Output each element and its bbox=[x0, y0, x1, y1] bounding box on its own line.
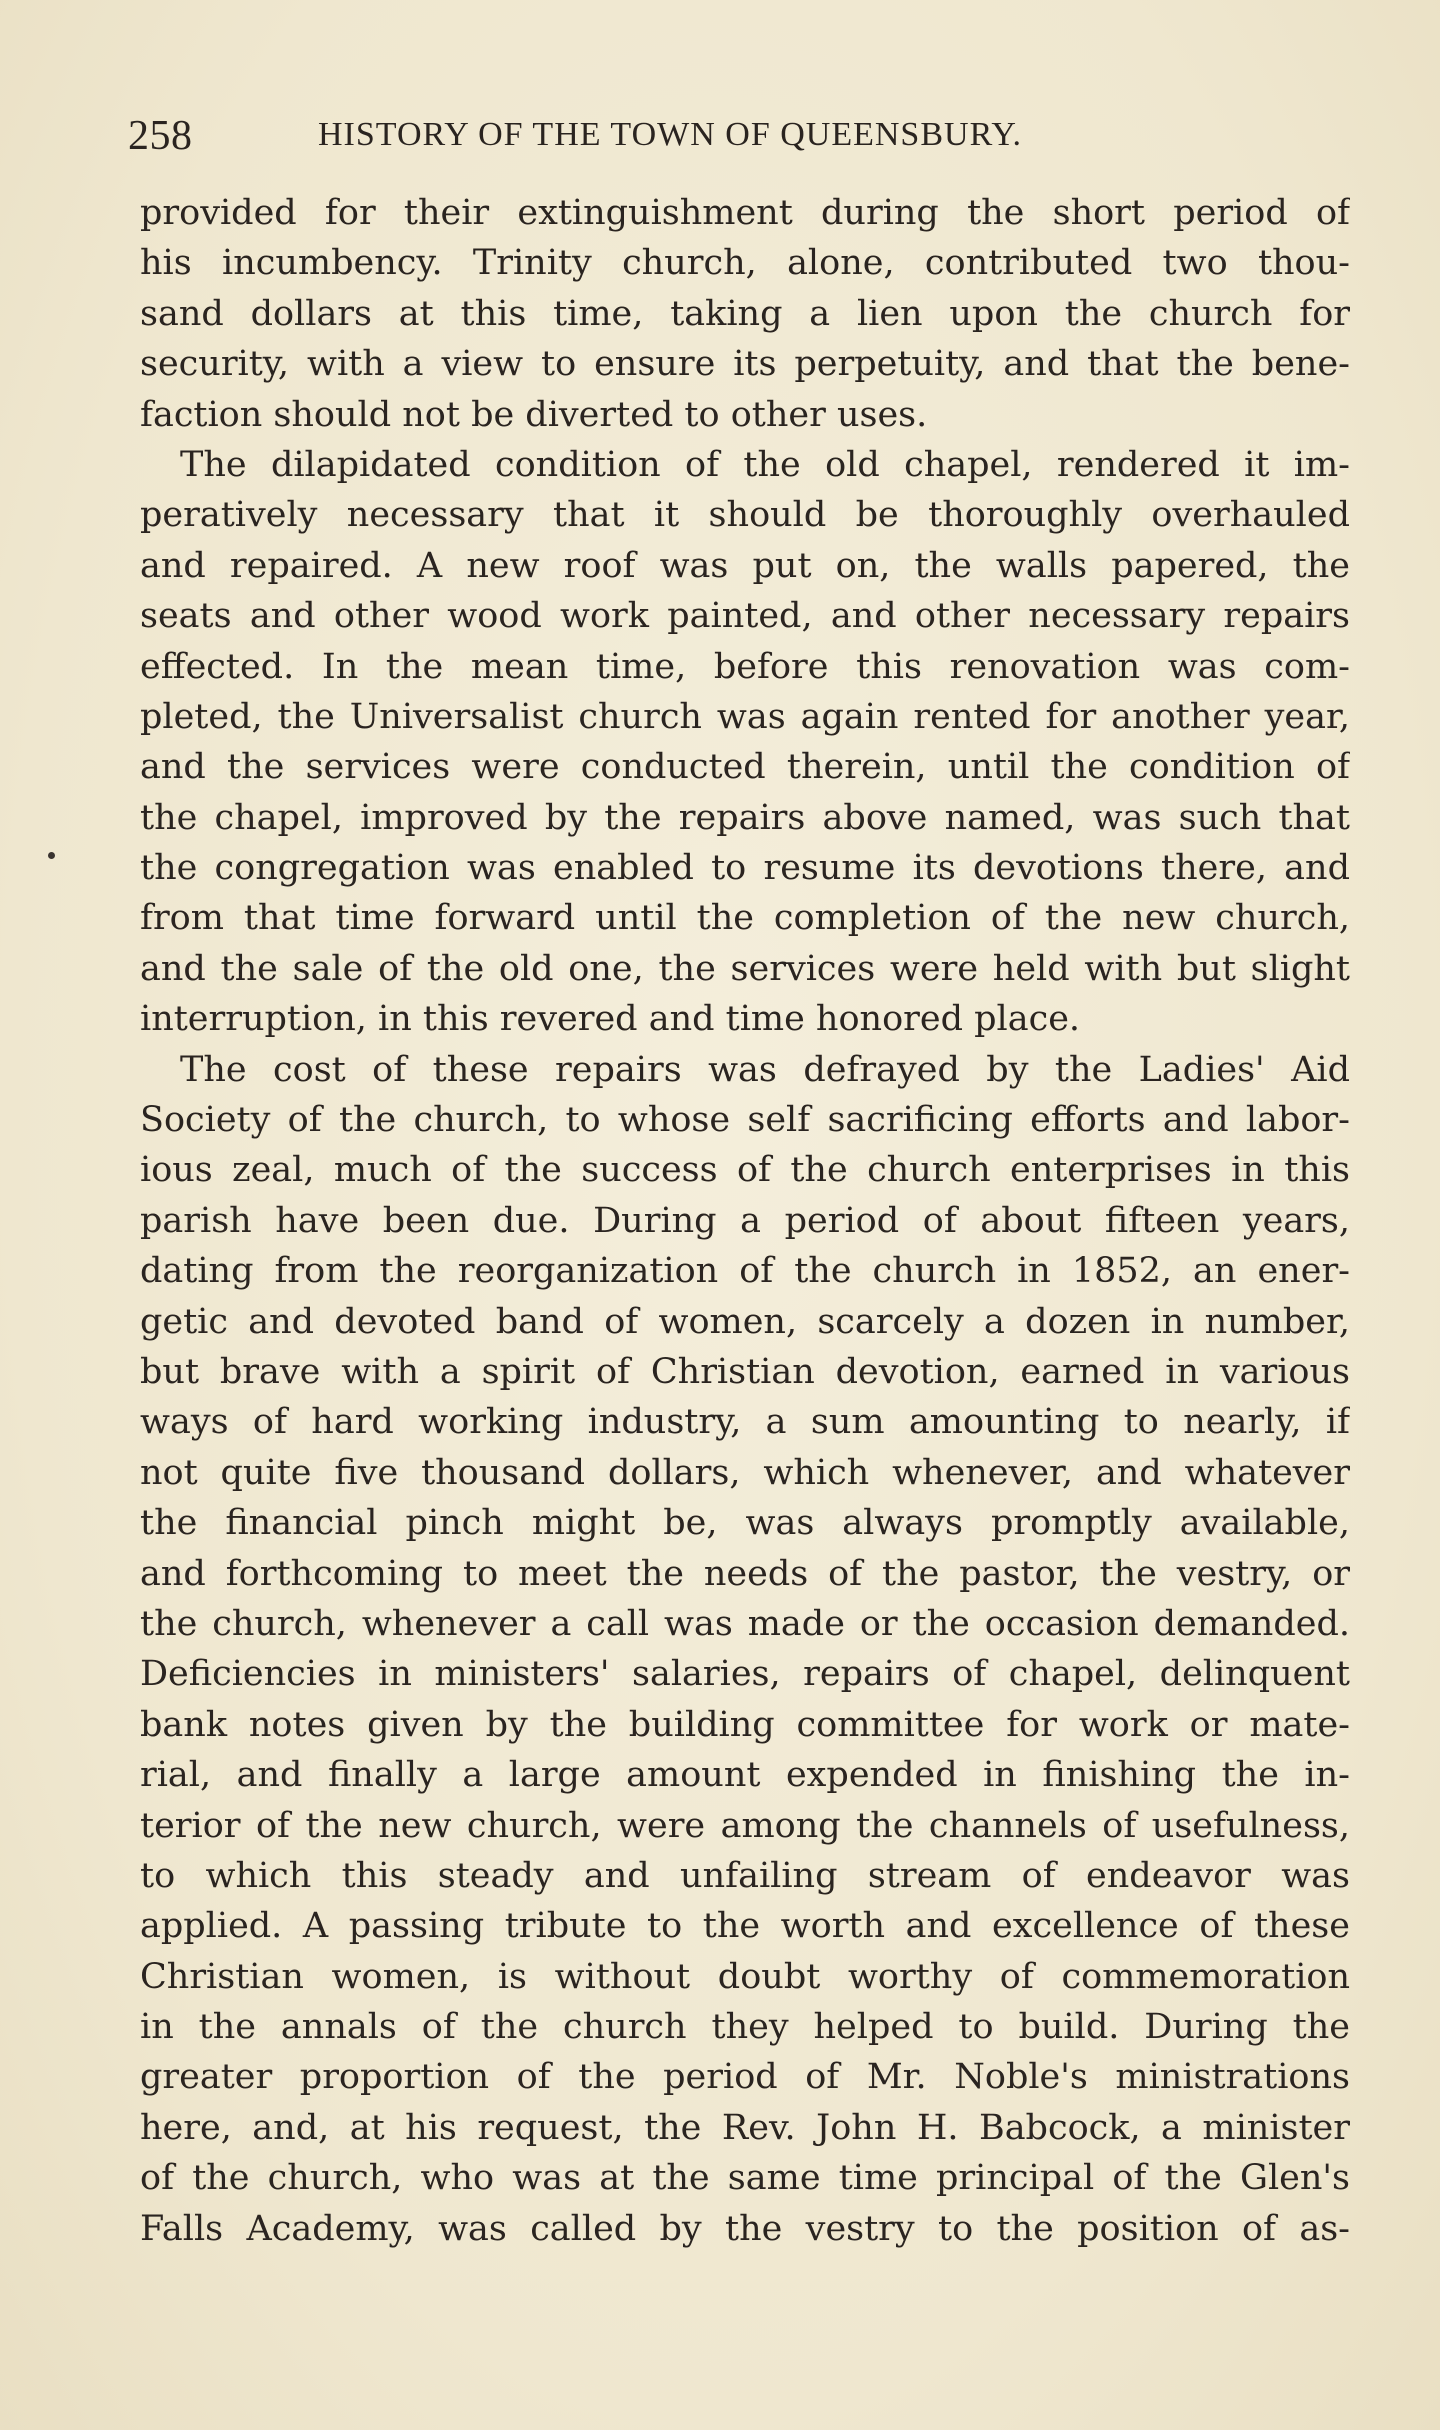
text-line: The dilapidated condition of the old chapel, rendered it im- bbox=[180, 444, 1350, 485]
text-line: bank notes given by the building committee for work or mate- bbox=[140, 1704, 1350, 1745]
text-line: greater proportion of the period of Mr. Noble's ministrations bbox=[140, 2057, 1350, 2098]
text-line: sand dollars at this time, taking a lien upon the church for bbox=[140, 293, 1350, 334]
text-line: provided for their extinguishment during the short period of bbox=[140, 193, 1350, 233]
paragraph-1 bbox=[140, 188, 1350, 440]
text-line: and the services were conducted therein, until the condition of bbox=[140, 747, 1350, 788]
text-line: the financial pinch might be, was always promptly available, bbox=[140, 1503, 1350, 1544]
running-head bbox=[128, 112, 1358, 162]
paragraph-3 bbox=[140, 1045, 1350, 2254]
page-number: 258 bbox=[128, 113, 193, 159]
text-line: faction should not be diverted to other uses. bbox=[140, 394, 928, 435]
text-line: the chapel, improved by the repairs above named, was such that bbox=[140, 797, 1350, 838]
text-line: Christian women, is without doubt worthy of commemoration bbox=[140, 1956, 1350, 1997]
text-line: in the annals of the church they helped to build. During the bbox=[140, 2007, 1350, 2048]
text-line: here, and, at his request, the Rev. John H. Babcock, a minister bbox=[140, 2107, 1350, 2148]
text-line: peratively necessary that it should be thoroughly overhauled bbox=[140, 495, 1350, 536]
text-line: security, with a view to ensure its perpetuity, and that the bene- bbox=[140, 344, 1350, 385]
text-line: Falls Academy, was called by the vestry to the position of as- bbox=[140, 2208, 1350, 2249]
text-line: his incumbency. Trinity church, alone, contributed two thou- bbox=[140, 243, 1350, 284]
text-line: and repaired. A new roof was put on, the walls papered, the bbox=[140, 545, 1350, 586]
text-line: to which this steady and unfailing stream of endeavor was bbox=[140, 1855, 1350, 1896]
text-line: pleted, the Universalist church was again rented for another year, bbox=[140, 696, 1350, 737]
text-line: terior of the new church, were among the channels of usefulness, bbox=[140, 1805, 1350, 1846]
text-line: ious zeal, much of the success of the church enterprises in this bbox=[140, 1150, 1350, 1191]
text-line: the church, whenever a call was made or the occasion demanded. bbox=[140, 1603, 1350, 1644]
text-line: rial, and finally a large amount expended in finishing the in- bbox=[140, 1755, 1350, 1796]
text-line: ways of hard working industry, a sum amounting to nearly, if bbox=[140, 1402, 1350, 1443]
running-title: HISTORY OF THE TOWN OF QUEENSBURY. bbox=[318, 116, 1023, 153]
text-line: effected. In the mean time, before this renovation was com- bbox=[140, 646, 1350, 687]
text-line: dating from the reorganization of the church in 1852, an ener- bbox=[140, 1251, 1350, 1292]
text-line: The cost of these repairs was defrayed by the Ladies' Aid bbox=[180, 1049, 1350, 1090]
text-line: and forthcoming to meet the needs of the pastor, the vestry, or bbox=[140, 1553, 1350, 1594]
text-line: not quite five thousand dollars, which whenever, and whatever bbox=[140, 1452, 1350, 1493]
text-line: Society of the church, to whose self sacrificing efforts and labor- bbox=[140, 1100, 1350, 1141]
body-text bbox=[140, 188, 1350, 2254]
text-line: from that time forward until the completion of the new church, bbox=[140, 898, 1350, 939]
margin-dot-mark bbox=[48, 852, 55, 859]
text-line: applied. A passing tribute to the worth and excellence of these bbox=[140, 1906, 1350, 1947]
text-line: getic and devoted band of women, scarcely a dozen in number, bbox=[140, 1301, 1350, 1342]
text-line: and the sale of the old one, the services were held with but slight bbox=[140, 948, 1350, 989]
text-line: interruption, in this revered and time honored place. bbox=[140, 999, 1081, 1040]
text-line: of the church, who was at the same time principal of the Glen's bbox=[140, 2158, 1350, 2199]
text-line: parish have been due. During a period of about fifteen years, bbox=[140, 1200, 1350, 1241]
text-line: Deficiencies in ministers' salaries, repairs of chapel, delinquent bbox=[140, 1654, 1350, 1695]
text-line: the congregation was enabled to resume its devotions there, and bbox=[140, 848, 1350, 889]
paragraph-2 bbox=[140, 440, 1350, 1045]
text-line: seats and other wood work painted, and other necessary repairs bbox=[140, 596, 1350, 637]
text-line: but brave with a spirit of Christian devotion, earned in various bbox=[140, 1351, 1350, 1392]
